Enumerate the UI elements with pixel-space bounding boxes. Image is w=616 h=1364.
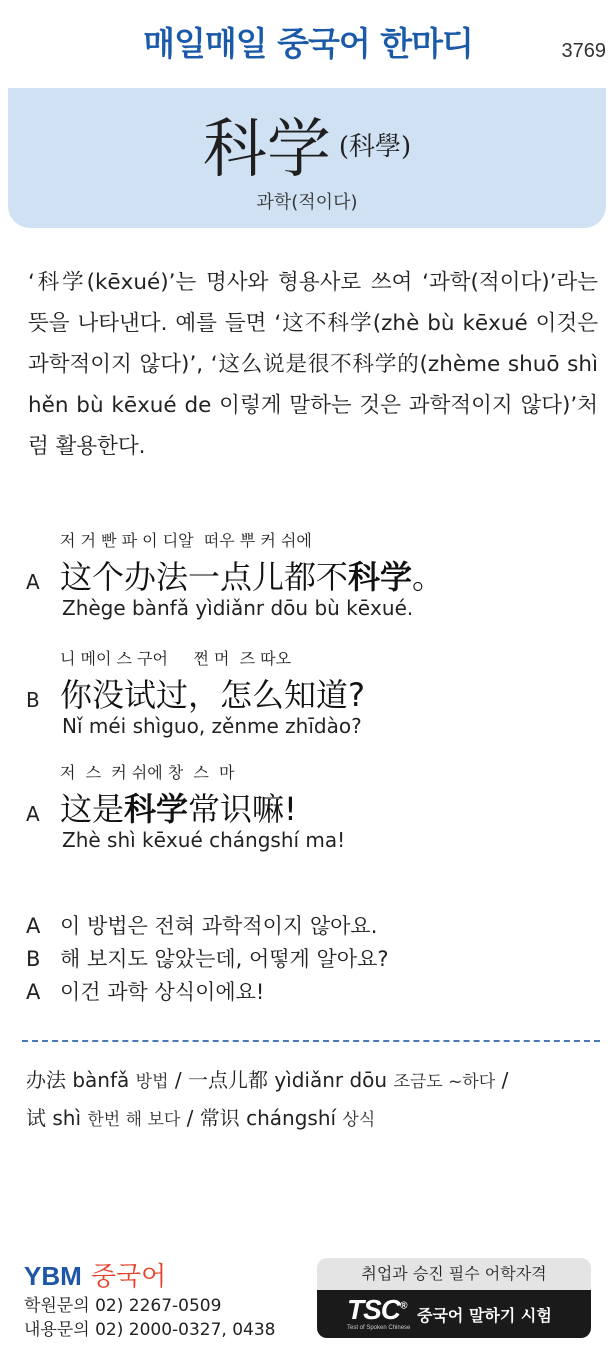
korean-pronunciation: 니 메이 스 구어 쩐 머 즈 따오 [60, 649, 292, 668]
tsc-logo-subtitle: Test of Spoken Chinese [347, 1325, 411, 1331]
series-title: 매일매일 중국어 한마디 [143, 24, 473, 63]
speaker-label: A [26, 802, 40, 826]
speaker-label: B [26, 947, 41, 971]
dialogue-line-3 [26, 760, 606, 860]
pinyin-line: Zhè shì kēxué chángshí ma! [62, 828, 346, 852]
vocab-item: 试 shì 한번 해 보다 / [26, 1106, 200, 1130]
chinese-sentence: 这个办法一点儿都不科学。 [60, 558, 445, 596]
translation-line [26, 976, 596, 1009]
headword-korean-meaning: 과학(적이다) [256, 192, 358, 213]
tsc-badge [317, 1258, 591, 1340]
headword-simplified: 科学 [202, 113, 331, 187]
word-panel [8, 88, 606, 228]
headword [8, 98, 606, 190]
badge-caption: 취업과 승진 필수 어학자격 [317, 1258, 591, 1290]
vocab-item: 常识 chángshí 상식 [199, 1106, 376, 1130]
dialogue-line-2 [26, 646, 606, 746]
korean-pronunciation: 저 스 커 쉬에 창 스 마 [60, 763, 235, 782]
speaker-label: A [26, 570, 40, 594]
dashed-divider [22, 1040, 600, 1042]
speaker-label: B [26, 688, 40, 712]
explanation-paragraph: ‘科学(kēxué)’는 명사와 형용사로 쓰여 ‘과학(적이다)’라는 뜻을 나타낸다. 예를 들면 ‘这不科学(zhè bù kēxué 이것은 과학적이지 않다)’, ‘这么说是很不科学的(zhème shuō shì hěn bù kēxué de 이렇게 말하는 것은 과학적이지 않다)’처럼 활용한다. [28, 270, 598, 459]
pinyin-line: Nǐ méi shìguo, zěnme zhīdào? [62, 714, 362, 738]
ybm-logo: YBM 중국어 [24, 1261, 167, 1292]
tsc-logo: TSC® [347, 1294, 407, 1325]
chinese-sentence: 你没试过，怎么知道? [60, 676, 365, 714]
content-phone: 내용문의 02) 2000-0327, 0438 [24, 1320, 276, 1340]
tsc-name: 중국어 말하기 시험 [417, 1306, 552, 1325]
speaker-label: A [26, 980, 41, 1004]
footer-contact [24, 1256, 276, 1342]
vocab-item: 办法 bànfǎ 방법 / [26, 1068, 188, 1092]
translation-text: 이건 과학 상식이에요! [60, 980, 265, 1004]
vocab-item: 一点儿都 yìdiǎnr dōu 조금도 ~하다 / [187, 1068, 509, 1092]
translations [26, 910, 596, 1009]
translation-text: 해 보지도 않았는데, 어떻게 알아요? [60, 947, 389, 971]
issue-number: 3769 [561, 40, 606, 62]
translation-line [26, 943, 596, 976]
chinese-sentence: 这是科学常识嘛! [60, 790, 297, 828]
pinyin-line: Zhège bànfǎ yìdiǎnr dōu bù kēxué. [62, 596, 414, 620]
vocabulary-list [26, 1062, 596, 1138]
dialogue-line-1 [26, 528, 606, 628]
translation-text: 이 방법은 전혀 과학적이지 않아요. [60, 914, 378, 938]
speaker-label: A [26, 914, 41, 938]
korean-pronunciation: 저 거 빤 파 이 디알 떠우 뿌 커 쉬에 [60, 531, 312, 550]
header [0, 0, 616, 88]
headword-traditional: (科學) [338, 132, 412, 162]
academy-phone: 학원문의 02) 2267-0509 [24, 1296, 222, 1316]
translation-line [26, 910, 596, 943]
